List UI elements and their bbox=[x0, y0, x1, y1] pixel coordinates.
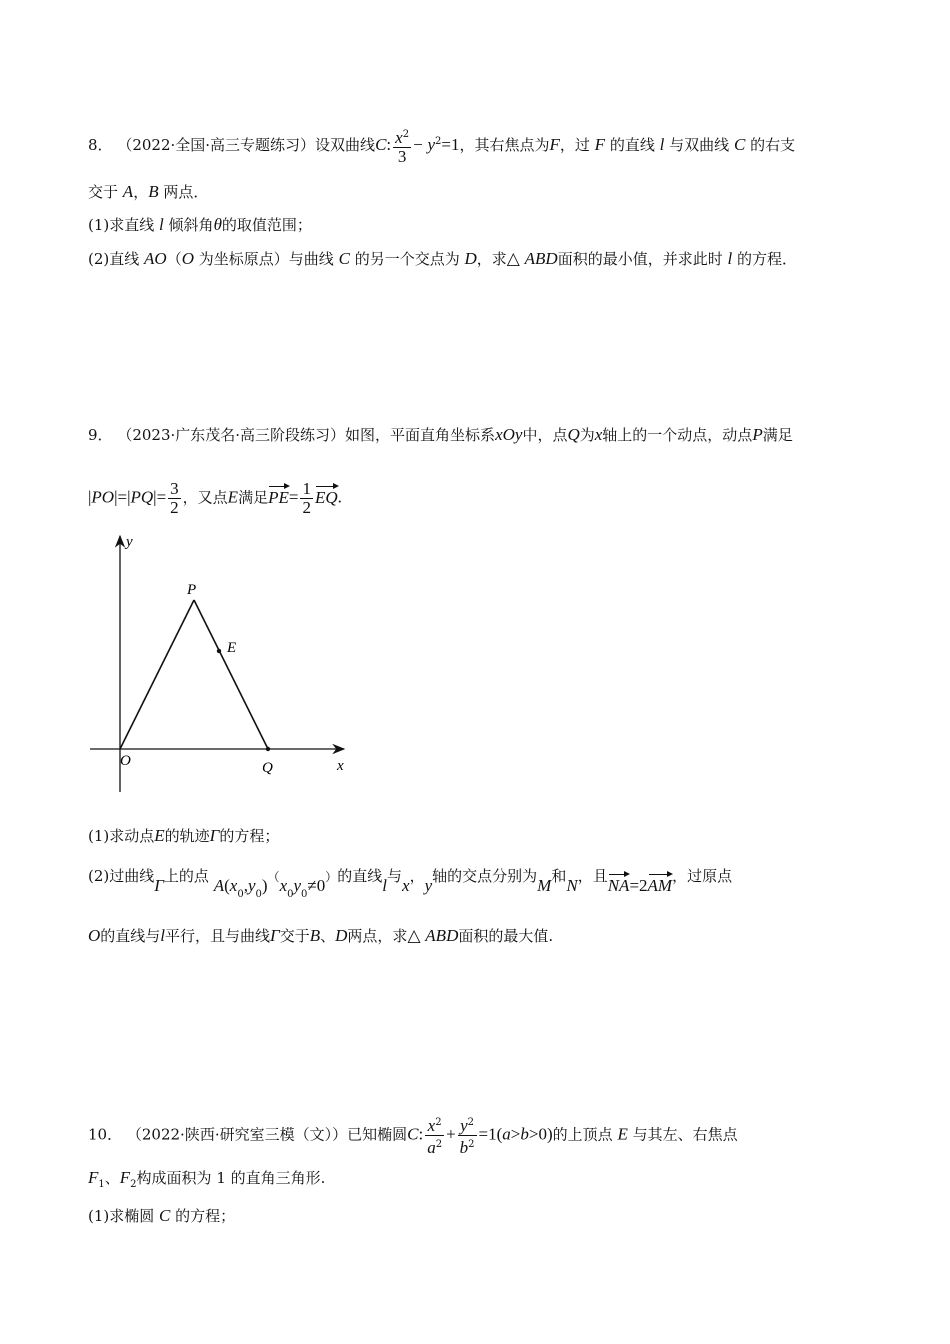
q9-eq2: =2 bbox=[629, 876, 648, 895]
q8-l: l bbox=[659, 135, 665, 154]
q8-eq-y: y bbox=[427, 135, 435, 154]
segment-PQ bbox=[194, 600, 268, 749]
q8-eq-y-exp: 2 bbox=[434, 136, 442, 147]
q10-dun: 、 bbox=[104, 1169, 120, 1187]
q9-abs-bar-1: | bbox=[88, 487, 92, 507]
q8-line2-b: 两点． bbox=[163, 183, 209, 201]
q9-number: 9． bbox=[88, 426, 113, 444]
q10-colon: : bbox=[418, 1124, 424, 1144]
q8-part1-c: 的取值范围； bbox=[221, 216, 312, 234]
q8-text-e: 的右支 bbox=[750, 136, 796, 154]
q9-eq: = bbox=[117, 487, 128, 507]
q8-part1-a: (1)求直线 bbox=[88, 216, 155, 234]
y-axis-label: y bbox=[126, 534, 133, 550]
q8-line1 bbox=[88, 126, 795, 166]
q9-t3: 轴上的一个动点，动点 bbox=[602, 426, 753, 444]
q9-sub0: 0 bbox=[237, 889, 244, 900]
q8-A: A bbox=[122, 182, 134, 201]
q9-line3-a: 的直线与 bbox=[100, 927, 161, 945]
q9-line3-B: B bbox=[309, 926, 321, 945]
q10-t2: 与其左、右焦点 bbox=[632, 1125, 738, 1144]
q9-part1-c: 的方程； bbox=[219, 827, 280, 845]
q10-cond-a: a bbox=[502, 1124, 511, 1144]
q8-fraction bbox=[393, 126, 411, 166]
q8-text-d: 与双曲线 bbox=[669, 136, 730, 154]
q10-line1 bbox=[88, 1114, 738, 1157]
q8-eq-C: C bbox=[375, 135, 387, 154]
q9-vec-AM: AM bbox=[647, 876, 673, 895]
q8-part2-c: 为坐标原点）与曲线 bbox=[198, 250, 334, 268]
q9-cond-sub-y: 0 bbox=[301, 889, 308, 900]
q9-num3: 3 bbox=[170, 479, 179, 498]
q10-plus: + bbox=[446, 1124, 456, 1144]
point-E bbox=[217, 649, 221, 653]
q9-part1-a: (1)求动点 bbox=[88, 827, 155, 845]
q10-b-sq: 2 bbox=[468, 1139, 475, 1150]
q10-a-sq: 2 bbox=[435, 1139, 443, 1150]
q8-part2 bbox=[88, 249, 797, 269]
q9-frac-1-2 bbox=[300, 480, 313, 517]
q8-line2 bbox=[88, 182, 208, 202]
q10-F2: F bbox=[119, 1168, 131, 1187]
q9-den2: 2 bbox=[170, 498, 179, 517]
q8-part2-f: 面积的最小值，并求此时 bbox=[557, 250, 723, 268]
x-axis-label: x bbox=[337, 758, 344, 774]
q8-F: F bbox=[549, 135, 560, 154]
q9-comma: ， bbox=[409, 867, 425, 885]
point-Q bbox=[266, 747, 270, 751]
q9-x0: x bbox=[229, 876, 238, 895]
q10-b: b bbox=[459, 1138, 469, 1157]
q9-line3-b: 平行，且与曲线 bbox=[165, 927, 271, 945]
q9-abs-bar-3: | bbox=[127, 487, 131, 507]
q10-t1: 的上顶点 bbox=[552, 1125, 613, 1144]
q8-part1-b: 倾斜角 bbox=[168, 216, 214, 234]
q8-triangle: △ bbox=[506, 249, 520, 268]
q9-vec-NA: NA bbox=[607, 876, 630, 895]
q9-source: （2023·广东茂名·高三阶段练习） bbox=[117, 426, 346, 444]
q10-y-sq: 2 bbox=[467, 1117, 475, 1128]
q9-part2-e: 轴的交点分别为 bbox=[432, 867, 538, 885]
q8-eq-x: x bbox=[395, 128, 403, 147]
q9-paren-open: （ bbox=[267, 870, 280, 884]
q9-part1-E: E bbox=[154, 826, 165, 845]
q10-part1 bbox=[88, 1206, 235, 1226]
q9-paren-close: ） bbox=[325, 870, 338, 884]
q8-part2-g: 的方程． bbox=[737, 250, 798, 268]
q8-eq-den: 3 bbox=[397, 147, 407, 166]
q10-line2 bbox=[88, 1168, 325, 1195]
q10-part1-C: C bbox=[159, 1206, 171, 1225]
q10-frac-x bbox=[425, 1114, 444, 1157]
q9-part2-a: (2)过曲线 bbox=[88, 867, 155, 885]
q9-x-axis-letter: x bbox=[402, 876, 410, 895]
q9-x: x bbox=[594, 425, 603, 444]
q10-C: C bbox=[407, 1124, 419, 1144]
q9-part1-b: 的轨迹 bbox=[164, 827, 210, 845]
q10-intro: 已知椭圆 bbox=[347, 1125, 408, 1144]
q9-abs-bar-4: | bbox=[153, 487, 157, 507]
q9-cond-sub-x: 0 bbox=[287, 889, 294, 900]
q9-line3-triangle: △ bbox=[407, 926, 421, 945]
q9-figure bbox=[82, 530, 362, 800]
q10-cond-b: b bbox=[520, 1124, 529, 1144]
q9-cond-x0: x bbox=[279, 876, 288, 895]
q10-cond-close: ) bbox=[546, 1124, 553, 1144]
q9-line3-Gamma: Γ bbox=[270, 926, 280, 945]
q9-line3-O: O bbox=[88, 926, 101, 945]
q9-part2-c: 的直线 bbox=[337, 867, 383, 885]
q8-text-c: 的直线 bbox=[609, 136, 655, 154]
q10-source: （2022·陕西·研究室三模（文）） bbox=[126, 1125, 348, 1144]
q9-line3-e: 面积的最大值. bbox=[458, 927, 554, 945]
q8-part2-d: 的另一个交点为 bbox=[354, 250, 460, 268]
Q-label: Q bbox=[262, 760, 273, 776]
q9-part2: (2)过曲线Γ上的点 $A(x_0,y_0)(x_0y_0\ne 0)$的直线l与x，y轴的交点分别为M和N，且NA=2AM，过原点 bbox=[88, 867, 733, 900]
q8-C3: C bbox=[338, 249, 350, 268]
q10-frac-y bbox=[458, 1114, 477, 1157]
q9-t1: 中，点 bbox=[522, 426, 568, 444]
q9-part2-f: ，且 bbox=[577, 867, 608, 885]
q8-eq-minus: − bbox=[413, 135, 423, 154]
q9-cond-y0: y bbox=[293, 876, 302, 895]
q8-source: （2022·全国·高三专题练习） bbox=[117, 136, 316, 154]
q9-vec-EQ: EQ bbox=[314, 487, 338, 507]
q8-part1 bbox=[88, 215, 312, 235]
q9-Gamma: Γ bbox=[209, 826, 220, 845]
q8-F2: F bbox=[594, 135, 606, 154]
q9-part2-d: 与 bbox=[387, 867, 403, 885]
q9-part2-b: 上的点 bbox=[163, 867, 209, 885]
q9-M: M bbox=[537, 876, 552, 895]
P-label: P bbox=[187, 582, 197, 598]
q10-sub2: 2 bbox=[130, 1179, 137, 1190]
q9-Q: Q bbox=[567, 425, 580, 444]
q9-E: E bbox=[227, 487, 239, 507]
q9-line3-D: D bbox=[335, 926, 348, 945]
q10-sub1: 1 bbox=[98, 1179, 105, 1190]
q10-F1: F bbox=[88, 1168, 99, 1187]
q9-line3-d: 两点，求 bbox=[347, 927, 408, 945]
q9-intro: 如图，平面直角坐标系 bbox=[345, 426, 496, 444]
q9-eq2: = bbox=[156, 487, 167, 507]
q9-xOy: xOy bbox=[495, 425, 523, 444]
q9-den2b: 2 bbox=[302, 498, 311, 517]
segment-OP bbox=[120, 600, 194, 749]
q10-gt: > bbox=[510, 1124, 521, 1144]
q8-part1-l: l bbox=[159, 215, 164, 234]
q8-B: B bbox=[148, 182, 159, 201]
q9-abs-bar-2: | bbox=[114, 487, 118, 507]
q10-gt0: >0 bbox=[528, 1124, 547, 1144]
q8-l2: l bbox=[727, 249, 733, 268]
q8-comma: ， bbox=[133, 183, 149, 201]
q9-num1: 1 bbox=[302, 479, 311, 498]
q10-y: y bbox=[460, 1116, 468, 1135]
q9-PQ: PQ bbox=[130, 487, 154, 507]
q8-eq-exp: 2 bbox=[402, 129, 410, 140]
q8-theta: θ bbox=[213, 215, 222, 234]
q8-eq-colon: : bbox=[386, 135, 392, 154]
q9-period: . bbox=[337, 487, 342, 507]
q10-x-sq: 2 bbox=[435, 1117, 442, 1128]
q9-line1 bbox=[88, 425, 793, 445]
q10-a: a bbox=[427, 1138, 436, 1157]
q9-l: l bbox=[382, 876, 388, 895]
q10-eq1: =1 bbox=[478, 1124, 497, 1144]
q9-line3-dun: 、 bbox=[320, 927, 336, 945]
q8-part2-e: ，求 bbox=[476, 250, 507, 268]
q9-part2-Gamma: Γ bbox=[154, 876, 164, 895]
q9-t2: 为 bbox=[579, 426, 595, 444]
q9-line3-l: l bbox=[160, 926, 166, 945]
q8-O: O bbox=[181, 249, 194, 268]
q9-t4: 满足 bbox=[762, 426, 793, 444]
q9-y0: y bbox=[247, 876, 256, 895]
q9-y-axis-letter: y bbox=[424, 876, 433, 895]
q9-frac-3-2 bbox=[168, 480, 181, 517]
q8-line2-a: 交于 bbox=[88, 183, 119, 201]
q10-E: E bbox=[617, 1124, 628, 1144]
q10-part1-b: 的方程； bbox=[175, 1207, 236, 1225]
q9-part1 bbox=[88, 826, 279, 846]
q9-line3-ABD: ABD bbox=[425, 926, 459, 945]
q9-vec-PE: PE bbox=[268, 487, 289, 507]
q10-cond-open: ( bbox=[496, 1124, 503, 1144]
q9-N: N bbox=[566, 876, 578, 895]
q9-he: 和 bbox=[551, 867, 567, 885]
q8-intro: 设双曲线 bbox=[315, 136, 376, 154]
q8-number: 8． bbox=[88, 136, 113, 154]
q9-line3-c: 交于 bbox=[279, 927, 310, 945]
q9-neq0: ≠0 bbox=[307, 876, 326, 895]
q10-part1-a: (1)求椭圆 bbox=[88, 1207, 155, 1225]
q9-part2-line3 bbox=[88, 926, 553, 946]
origin-label: O bbox=[120, 753, 131, 769]
q9-eq3: = bbox=[288, 487, 299, 507]
q8-ABD: ABD bbox=[524, 249, 558, 268]
q9-A: A bbox=[213, 876, 225, 895]
q10-x: x bbox=[427, 1116, 436, 1135]
q8-text-a: ，其右焦点为 bbox=[459, 136, 550, 154]
q8-AO: AO bbox=[144, 249, 167, 268]
q9-P: P bbox=[752, 425, 763, 444]
q9-line2 bbox=[88, 480, 342, 517]
q8-part2-a: (2)直线 bbox=[88, 250, 140, 268]
q9-t5: ，又点 bbox=[182, 488, 228, 507]
q10-t3: 构成面积为 1 的直角三角形. bbox=[136, 1169, 326, 1187]
E-label: E bbox=[227, 640, 237, 656]
q8-eq-equals: =1 bbox=[441, 135, 460, 154]
q8-text-b: ，过 bbox=[559, 136, 590, 154]
q9-sub0b: 0 bbox=[255, 889, 262, 900]
q10-number: 10． bbox=[88, 1125, 123, 1144]
q9-part2-g: ，过原点 bbox=[672, 867, 733, 885]
q8-part2-b: （ bbox=[166, 250, 182, 268]
q8-D: D bbox=[464, 249, 477, 268]
q9-t6: 满足 bbox=[238, 488, 269, 507]
q9-PO: PO bbox=[91, 487, 115, 507]
q8-C2: C bbox=[733, 135, 746, 154]
